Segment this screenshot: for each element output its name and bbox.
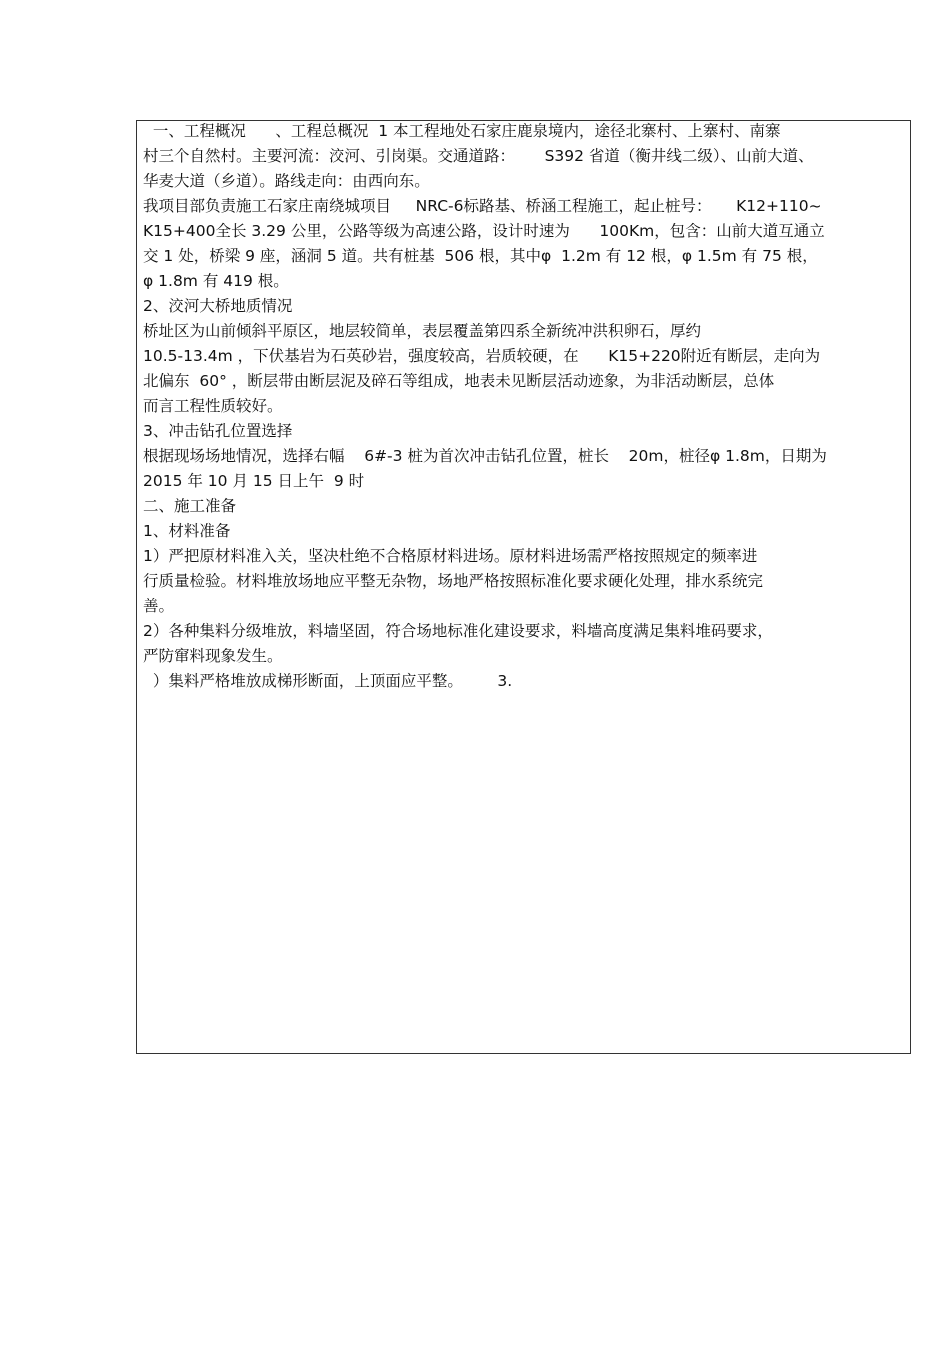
text-line-15: 2015 年 10 月 15 日上午 9 时 — [143, 472, 365, 490]
text-line-6: 交 1 处，桥梁 9 座，涵洞 5 道。共有桩基 506 根，其中φ 1.2m 有 12 根，φ 1.5m 有 75 根， — [143, 247, 818, 265]
section-heading-materials: 1、材料准备 — [143, 522, 231, 540]
text-line-1: 一、工程概况 、工程总概况 1 本工程地处石家庄鹿泉境内，途径北寨村、上寨村、南寨 — [143, 122, 781, 140]
text-line-12: 而言工程性质较好。 — [143, 397, 283, 415]
text-line-18: 1）严把原材料准入关，坚决杜绝不合格原材料进场。原材料进场需严格按照规定的频率进 — [143, 547, 758, 565]
section-heading-drill-position: 3、冲击钻孔位置选择 — [143, 422, 293, 440]
section-heading-geology: 2、洨河大桥地质情况 — [143, 297, 293, 315]
text-line-10: 10.5-13.4m ，下伏基岩为石英砂岩，强度较高，岩质较硬，在 K15+220附近有断层，走向为 — [143, 347, 821, 365]
text-line-5: K15+400全长 3.29 公里，公路等级为高速公路，设计时速为 100Km，包含：山前大道互通立 — [143, 222, 825, 240]
text-line-7: φ 1.8m 有 419 根。 — [143, 272, 289, 290]
text-line-4: 我项目部负责施工石家庄南绕城项目 NRC-6标路基、桥涵工程施工，起止桩号： K12+110~ — [143, 197, 822, 215]
text-line-22: 严防窜料现象发生。 — [143, 647, 283, 665]
text-line-19: 行质量检验。材料堆放场地应平整无杂物，场地严格按照标准化要求硬化处理，排水系统完 — [143, 572, 764, 590]
text-line-9: 桥址区为山前倾斜平原区，地层较简单，表层覆盖第四系全新统冲洪积卵石，厚约 — [143, 322, 702, 340]
text-line-11: 北偏东 60° ，断层带由断层泥及碎石等组成，地表未见断层活动迹象，为非活动断层，总体 — [143, 372, 775, 390]
text-line-21: 2）各种集料分级堆放，料墙坚固，符合场地标准化建设要求，料墙高度满足集料堆码要求， — [143, 622, 773, 640]
section-heading-preparation: 二、施工准备 — [143, 497, 237, 515]
text-line-3: 华麦大道（乡道）。路线走向：由西向东。 — [143, 172, 430, 190]
text-line-14: 根据现场场地情况，选择右幅 6#-3 桩为首次冲击钻孔位置，桩长 20m，桩径φ 1.8m，日期为 — [143, 447, 827, 465]
text-line-20: 善。 — [143, 597, 175, 615]
text-line-23: ）集料严格堆放成梯形断面，上顶面应平整。 3. — [143, 672, 513, 690]
text-line-2: 村三个自然村。主要河流：洨河、引岗渠。交通道路： S392 省道（衡井线二级）、山前大道、 — [143, 147, 814, 165]
